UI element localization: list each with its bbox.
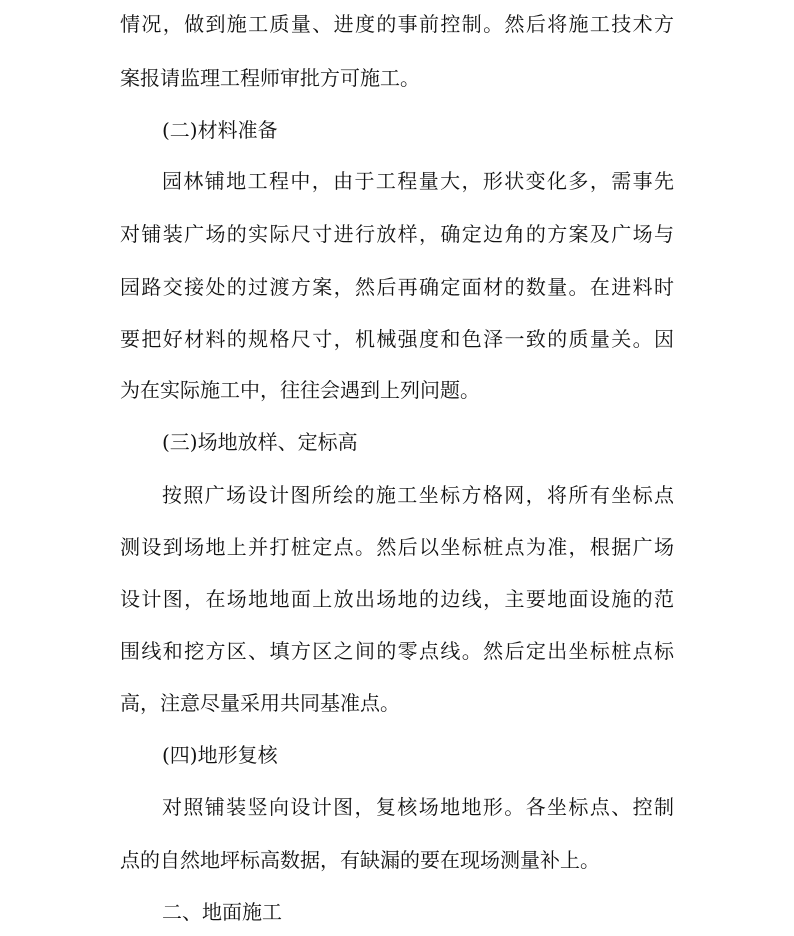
body-line-11: 测设到场地上并打桩定点。然后以坐标桩点为准，根据广场 [120,535,674,559]
body-line-6: 园路交接处的过渡方案，然后再确定面材的数量。在进料时 [120,275,674,299]
body-line-4: 园林铺地工程中，由于工程量大，形状变化多，需事先 [162,169,674,193]
body-line-2: 案报请监理工程师审批方可施工。 [120,66,420,90]
body-line-16: 对照铺装竖向设计图，复核场地地形。各坐标点、控制 [162,795,674,819]
body-line-7: 要把好材料的规格尺寸，机械强度和色泽一致的质量关。因 [120,327,674,351]
section-heading-layout: (三)场地放样、定标高 [162,430,358,454]
section-heading-terrain-check: (四)地形复核 [162,743,278,767]
body-line-12: 设计图，在场地地面上放出场地的边线，主要地面设施的范 [120,587,674,611]
body-line-13: 围线和挖方区、填方区之间的零点线。然后定出坐标桩点标 [120,639,674,663]
body-line-8: 为在实际施工中，往往会遇到上列问题。 [120,378,480,402]
body-line-10: 按照广场设计图所绘的施工坐标方格网，将所有坐标点 [162,483,674,507]
body-line-17: 点的自然地坪标高数据，有缺漏的要在现场测量补上。 [120,848,600,872]
section-heading-materials: (二)材料准备 [162,118,278,142]
body-line-1: 情况，做到施工质量、进度的事前控制。然后将施工技术方 [120,12,674,36]
body-line-14: 高，注意尽量采用共同基准点。 [120,691,400,715]
section-heading-ground-construction: 二、地面施工 [162,900,282,924]
body-line-5: 对铺装广场的实际尺寸进行放样，确定边角的方案及广场与 [120,222,674,246]
